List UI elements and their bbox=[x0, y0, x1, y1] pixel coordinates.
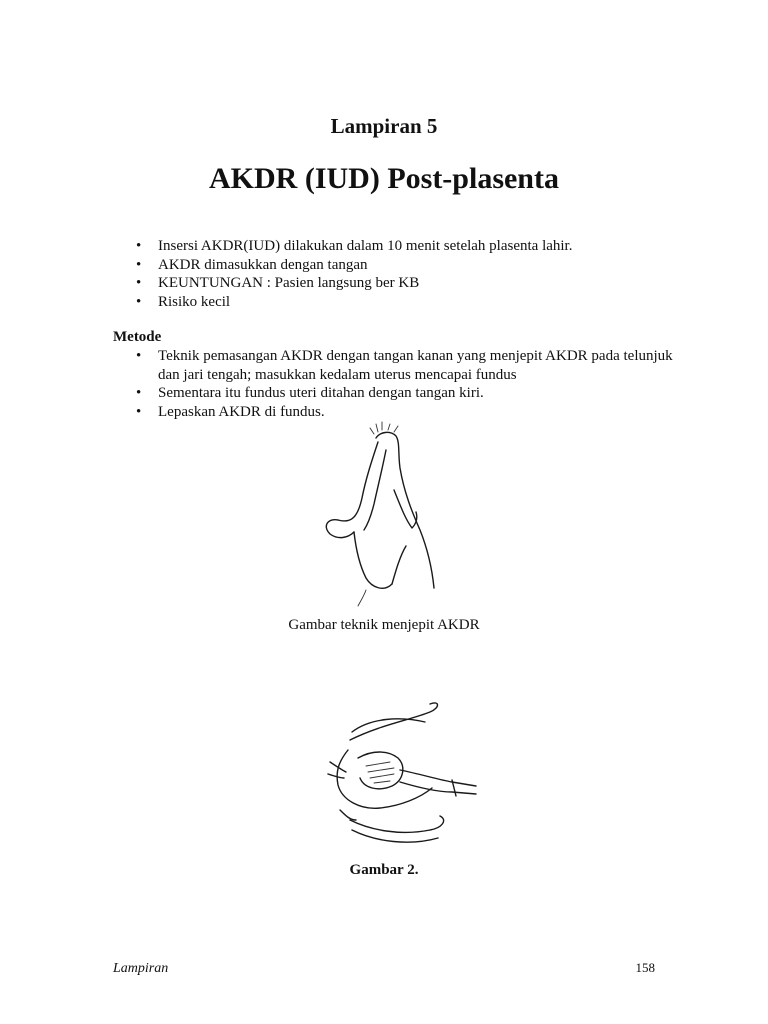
list-item: • Teknik pemasangan AKDR dengan tangan kanan yang menjepit AKDR pada telunjuk dan jari tengah; masukkan kedalam uterus mencapai fundus bbox=[113, 347, 673, 384]
metode-heading: Metode bbox=[113, 329, 162, 345]
intro-bullet-list bbox=[113, 237, 673, 311]
list-item: • Risiko kecil bbox=[113, 293, 673, 312]
list-item: • AKDR dimasukkan dengan tangan bbox=[113, 256, 673, 275]
list-item: • Sementara itu fundus uteri ditahan dengan tangan kiri. bbox=[113, 384, 673, 403]
bimanual-insertion-illustration bbox=[280, 670, 490, 865]
list-item: • Insersi AKDR(IUD) dilakukan dalam 10 menit setelah plasenta lahir. bbox=[113, 237, 673, 256]
appendix-subtitle: Lampiran 5 bbox=[330, 114, 438, 138]
figure-2-caption: Gambar 2. bbox=[349, 862, 419, 878]
page-title: AKDR (IUD) Post-plasenta bbox=[209, 162, 559, 195]
metode-bullet-list bbox=[113, 347, 673, 421]
list-item: • KEUNTUNGAN : Pasien langsung ber KB bbox=[113, 274, 673, 293]
list-item: • Lepaskan AKDR di fundus. bbox=[113, 403, 673, 422]
figure-1-caption: Gambar teknik menjepit AKDR bbox=[288, 617, 480, 633]
page-number: 158 bbox=[635, 960, 655, 975]
hand-gripping-iud-illustration bbox=[308, 420, 458, 605]
footer-section-label: Lampiran bbox=[113, 961, 169, 976]
